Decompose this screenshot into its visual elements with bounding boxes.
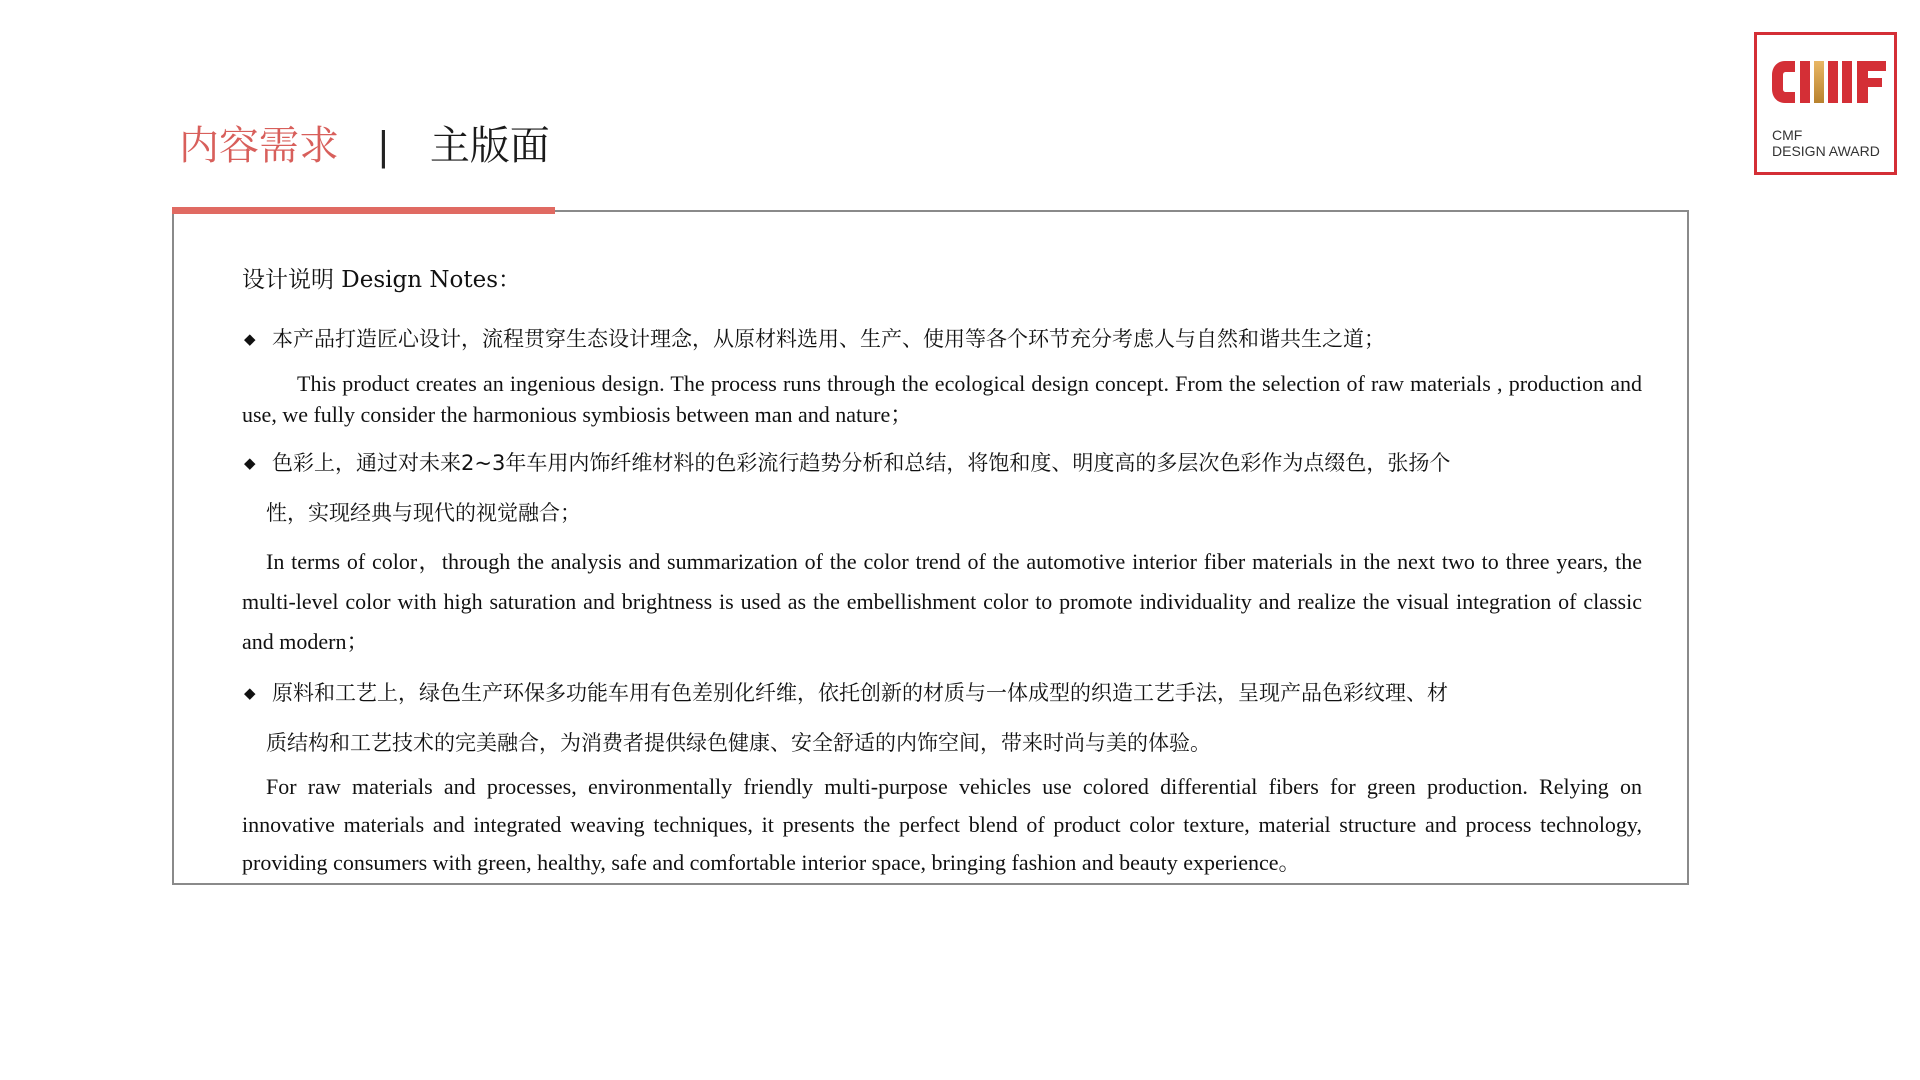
section-title: 内容需求 — [179, 123, 339, 169]
title-separator: | — [377, 124, 390, 168]
page-title: 主版面 — [429, 123, 550, 169]
logo-line-2: DESIGN AWARD — [1772, 143, 1880, 159]
note-item-2-cn-text: 色彩上，通过对未来2~3年车用内饰纤维材料的色彩流行趋势分析和总结，将饱和度、明度高的多层次色彩作为点缀色，张扬个 — [272, 451, 1451, 475]
note-item-3-cn-text: 原料和工艺上，绿色生产环保多功能车用有色差别化纤维，依托创新的材质与一体成型的织造工艺手法，呈现产品色彩纹理、材 — [272, 681, 1448, 705]
note-item-1-cn-text: 本产品打造匠心设计，流程贯穿生态设计理念，从原材料选用、生产、使用等各个环节充分考虑人与自然和谐共生之道； — [272, 327, 1385, 351]
diamond-bullet-icon: ◆ — [244, 330, 256, 348]
page-header — [179, 122, 550, 170]
cmf-logo-mark-icon — [1771, 59, 1887, 105]
note-item-3-en: For raw materials and processes, environmentally friendly multi-purpose vehicles use colored differential fibers for green production. Relying on innovative materials and integrated weaving techniques, it presents the perfect blend of product color texture, material structure and process technology, providing consumers with green, healthy, safe and comfortable interior space, bringing fashion and beauty experience。 — [242, 774, 1642, 875]
note-item-3-cn-continued: 质结构和工艺技术的完美融合，为消费者提供绿色健康、安全舒适的内饰空间，带来时尚与美的体验。 — [266, 731, 1211, 755]
design-notes-title: 设计说明 Design Notes： — [242, 267, 521, 293]
note-item-2-en: In terms of color，through the analysis and summarization of the color trend of the automotive interior fiber materials in the next two to three years, the multi-level color with high saturation and brightness is used as the embellishment color to promote individuality and realize the visual integration of classic and modern； — [242, 549, 1642, 654]
cmf-design-award-logo — [1754, 32, 1897, 175]
design-notes — [242, 260, 1642, 888]
diamond-bullet-icon: ◆ — [244, 454, 256, 472]
panel-accent-bar — [172, 207, 555, 214]
note-item-2-cn-continued: 性，实现经典与现代的视觉融合； — [266, 501, 581, 525]
logo-caption — [1772, 127, 1880, 159]
note-item-1-en: This product creates an ingenious design. The process runs through the ecological design concept. From the selection of raw materials , production and use, we fully consider the harmonious symbiosis between man and nature； — [242, 371, 1642, 427]
note-item-3-cn — [242, 668, 1642, 718]
logo-line-1: CMF — [1772, 127, 1803, 143]
note-item-1-cn — [242, 314, 1642, 364]
diamond-bullet-icon: ◆ — [244, 684, 256, 702]
note-item-2-cn — [242, 438, 1642, 488]
